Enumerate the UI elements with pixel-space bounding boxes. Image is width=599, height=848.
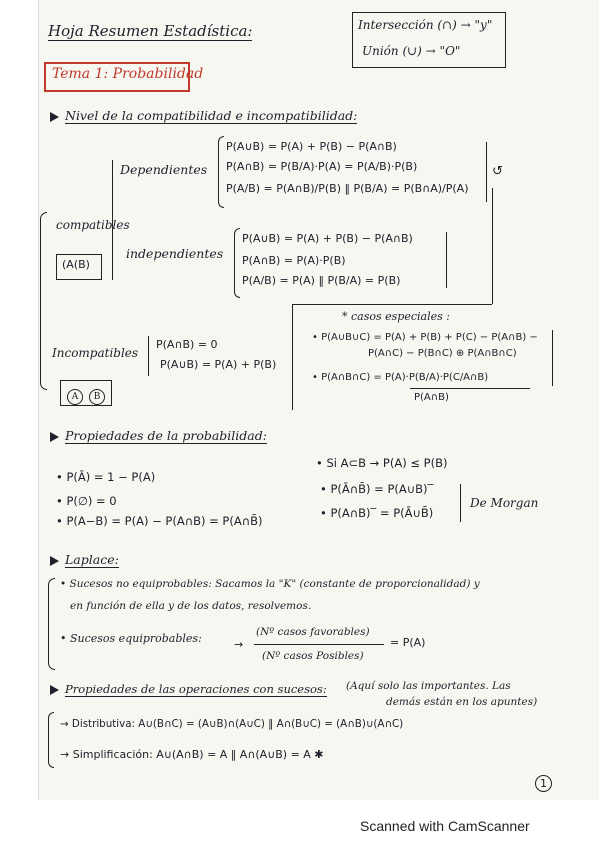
legend-intersection: Intersección (∩) → "y"	[358, 18, 493, 32]
bullet-icon	[50, 556, 59, 566]
ind-formula-1: P(A∪B) = P(A) + P(B) − P(A∩B)	[242, 232, 413, 245]
set-a-icon: A	[67, 389, 83, 405]
scanner-watermark: Scanned with CamScanner	[360, 818, 530, 834]
casos-formula-1: • P(A∪B∪C) = P(A) + P(B) + P(C) − P(A∩B) −	[312, 332, 538, 343]
dep-bracket	[218, 136, 224, 208]
casos-fraction-line	[410, 388, 530, 389]
ind-formula-3: P(A/B) = P(A) ‖ P(B/A) = P(B)	[242, 274, 401, 287]
set-b-icon: B	[89, 389, 105, 405]
bullet-icon	[50, 112, 59, 122]
laplace-line-1: • Sucesos no equiprobables: Sacamos la "K" (constante de proporcionalidad) y	[60, 578, 480, 590]
incomp-bracket	[148, 336, 149, 376]
laplace-line-2: en función de ella y de los datos, resolvemos.	[70, 600, 312, 612]
type-bracket	[112, 160, 113, 280]
legend-union: Unión (∪) → "O"	[362, 44, 461, 58]
prop-6: • P(A∩B)‾ = P(Ā∪B̄)	[320, 506, 434, 520]
section1-heading	[50, 108, 357, 123]
section2-heading-text: Propiedades de la probabilidad:	[65, 428, 267, 443]
ind-right-bracket	[446, 232, 447, 288]
section4-heading	[50, 682, 327, 696]
dep-formula-3: P(A/B) = P(A∩B)/P(B) ‖ P(B/A) = P(B∩A)/P(A)	[226, 182, 469, 195]
operations-bracket	[48, 712, 54, 768]
dependientes-label: Dependientes	[120, 162, 208, 177]
ind-bracket	[234, 228, 240, 298]
bullet-icon	[50, 685, 59, 695]
compatibles-bracket	[40, 212, 47, 390]
prop-4: • Si A⊂B → P(A) ≤ P(B)	[316, 456, 448, 470]
laplace-bracket	[48, 578, 55, 670]
simplificacion-line: → Simplificación: A∪(A∩B) = A ‖ A∩(A∪B) = A ✱	[60, 748, 324, 761]
compatibles-symbol: (A(B)	[62, 258, 90, 271]
page-title: Hoja Resumen Estadística:	[48, 22, 253, 40]
independientes-label: independientes	[126, 246, 224, 261]
topic-label: Tema 1: Probabilidad	[52, 66, 204, 82]
casos-label: * casos especiales :	[342, 310, 450, 323]
casos-formula-2: • P(A∩B∩C) = P(A)·P(B/A)·P(C/A∩B)	[312, 372, 489, 383]
section4-note-1: (Aquí solo las importantes. Las	[346, 680, 511, 692]
incompatibles-label: Incompatibles	[52, 346, 139, 360]
laplace-fraction-line	[254, 644, 384, 645]
section3-heading	[50, 552, 119, 567]
incompatibles-symbol	[64, 384, 108, 405]
laplace-numerator: (Nº casos favorables)	[256, 626, 370, 638]
section3-heading-text: Laplace:	[65, 552, 119, 567]
laplace-line-3-label: • Sucesos equiprobables:	[60, 632, 202, 645]
demorgan-bracket	[460, 484, 461, 522]
prop-3: • P(A−B) = P(A) − P(A∩B) = P(A∩B̄)	[56, 514, 263, 528]
inc-formula-1: P(A∩B) = 0	[156, 338, 218, 351]
page-number: 1	[535, 775, 552, 792]
laplace-denominator: (Nº casos Posibles)	[262, 650, 364, 662]
arrow-right-icon: →	[234, 638, 244, 651]
distributiva-line: → Distributiva: A∪(B∩C) = (A∪B)∩(A∪C) ‖ A∩(B∪C) = (A∩B)∪(A∩C)	[60, 718, 404, 730]
section4-heading-text: Propiedades de las operaciones con sucesos:	[65, 682, 327, 696]
casos-formula-1b: P(A∩C) − P(B∩C) ⊕ P(A∩B∩C)	[368, 348, 517, 359]
casos-right-bracket	[552, 330, 553, 386]
inc-formula-2: P(A∪B) = P(A) + P(B)	[160, 358, 277, 371]
demorgan-label: De Morgan	[470, 496, 539, 510]
casos-top-line	[292, 304, 492, 305]
dep-formula-1: P(A∪B) = P(A) + P(B) − P(A∩B)	[226, 140, 397, 153]
loop-arrow-icon: ↺	[492, 164, 503, 179]
dep-formula-2: P(A∩B) = P(B/A)·P(A) = P(A/B)·P(B)	[226, 160, 418, 173]
section1-heading-text: Nivel de la compatibilidad e incompatibilidad:	[65, 108, 358, 123]
prop-1: • P(Ā) = 1 − P(A)	[56, 470, 156, 484]
casos-formula-2-den: P(A∩B)	[414, 392, 449, 403]
laplace-result: = P(A)	[390, 636, 426, 649]
section2-heading	[50, 428, 267, 443]
compatibles-label: compatibles	[56, 218, 130, 232]
ind-formula-2: P(A∩B) = P(A)·P(B)	[242, 254, 346, 267]
section4-note-2: demás están en los apuntes)	[386, 696, 538, 708]
casos-left-line	[292, 304, 293, 410]
prop-2: • P(∅) = 0	[56, 494, 117, 508]
bullet-icon	[50, 432, 59, 442]
casos-arrow-line	[492, 188, 493, 304]
dep-right-bracket	[486, 142, 487, 202]
prop-5: • P(Ā∩B̄) = P(A∪B)‾	[320, 482, 434, 496]
